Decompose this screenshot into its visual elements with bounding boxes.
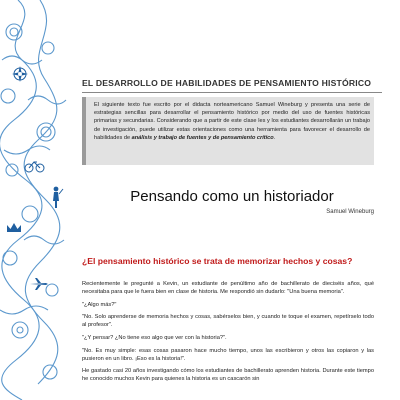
intro-text: El siguiente texto fue escrito por el didacta norteamericano Samuel Wineburg y presenta una serie de estrategias sencillas para desarrollar el pensamiento histórico por medio del uso de fuentes históricas primarias y secundarias. Considerando que a partir de este clase les y los estudiantes desarrollarán un trabajo de investigación, puede utilizar estas orientaciones como una herramienta para favorecer el desarrollo de habilidades de [94, 102, 370, 141]
intro-box [82, 97, 374, 165]
intro-emphasis: análisis y trabajo de fuentes y de pensamiento crítico [131, 134, 274, 141]
body-paragraph: Recientemente le pregunté a Kevin, un estudiante de penúltimo año de bachillerato de dieciséis años, qué necesitaba para que le fuera bien en clase de historia. Me respondió sin dudarlo: "Una buena memoria". [82, 281, 374, 296]
intro-text-end: . [273, 134, 276, 141]
decorative-margin [0, 0, 70, 400]
person-icon [53, 187, 63, 208]
header-title: EL DESARROLLO DE HABILIDADES DE PENSAMIENTO HISTÓRICO [82, 78, 372, 88]
bicycle-icon [25, 162, 44, 172]
body-paragraph: "No. Es muy simple: esas cosas pasaron hace mucho tiempo, unos las escribieron y otros las copiaron y las pusieron en un libro. ¡Eso es la historia!". [82, 347, 374, 362]
document-title: Pensando como un historiador [130, 188, 334, 205]
body-paragraph: "¿Y pensar? ¿No tiene eso algo que ver con la historia?". [82, 334, 227, 341]
document-page [82, 0, 382, 400]
body-paragraph: "No. Solo aprenderse de memoria hechos y cosas, sabérselos bien, y cuando te toque el examen, repetírselo todo al profesor". [82, 314, 374, 329]
header-divider [82, 92, 382, 93]
document-author: Samuel Wineburg [326, 209, 374, 215]
body-paragraph: "¿Algo más?" [82, 301, 117, 308]
body-paragraph: He gastado casi 20 años investigando cómo los estudiantes de bachillerato aprenden historia. Durante este tiempo he conocido muchos Kevin para quienes la historia es un cascarón sin [82, 368, 374, 383]
crown-icon [7, 223, 21, 232]
compass-rose-icon [12, 66, 28, 82]
body-text [82, 280, 374, 388]
section-question: ¿El pensamiento histórico se trata de memorizar hechos y cosas? [82, 256, 353, 266]
airplane-icon [30, 278, 48, 290]
